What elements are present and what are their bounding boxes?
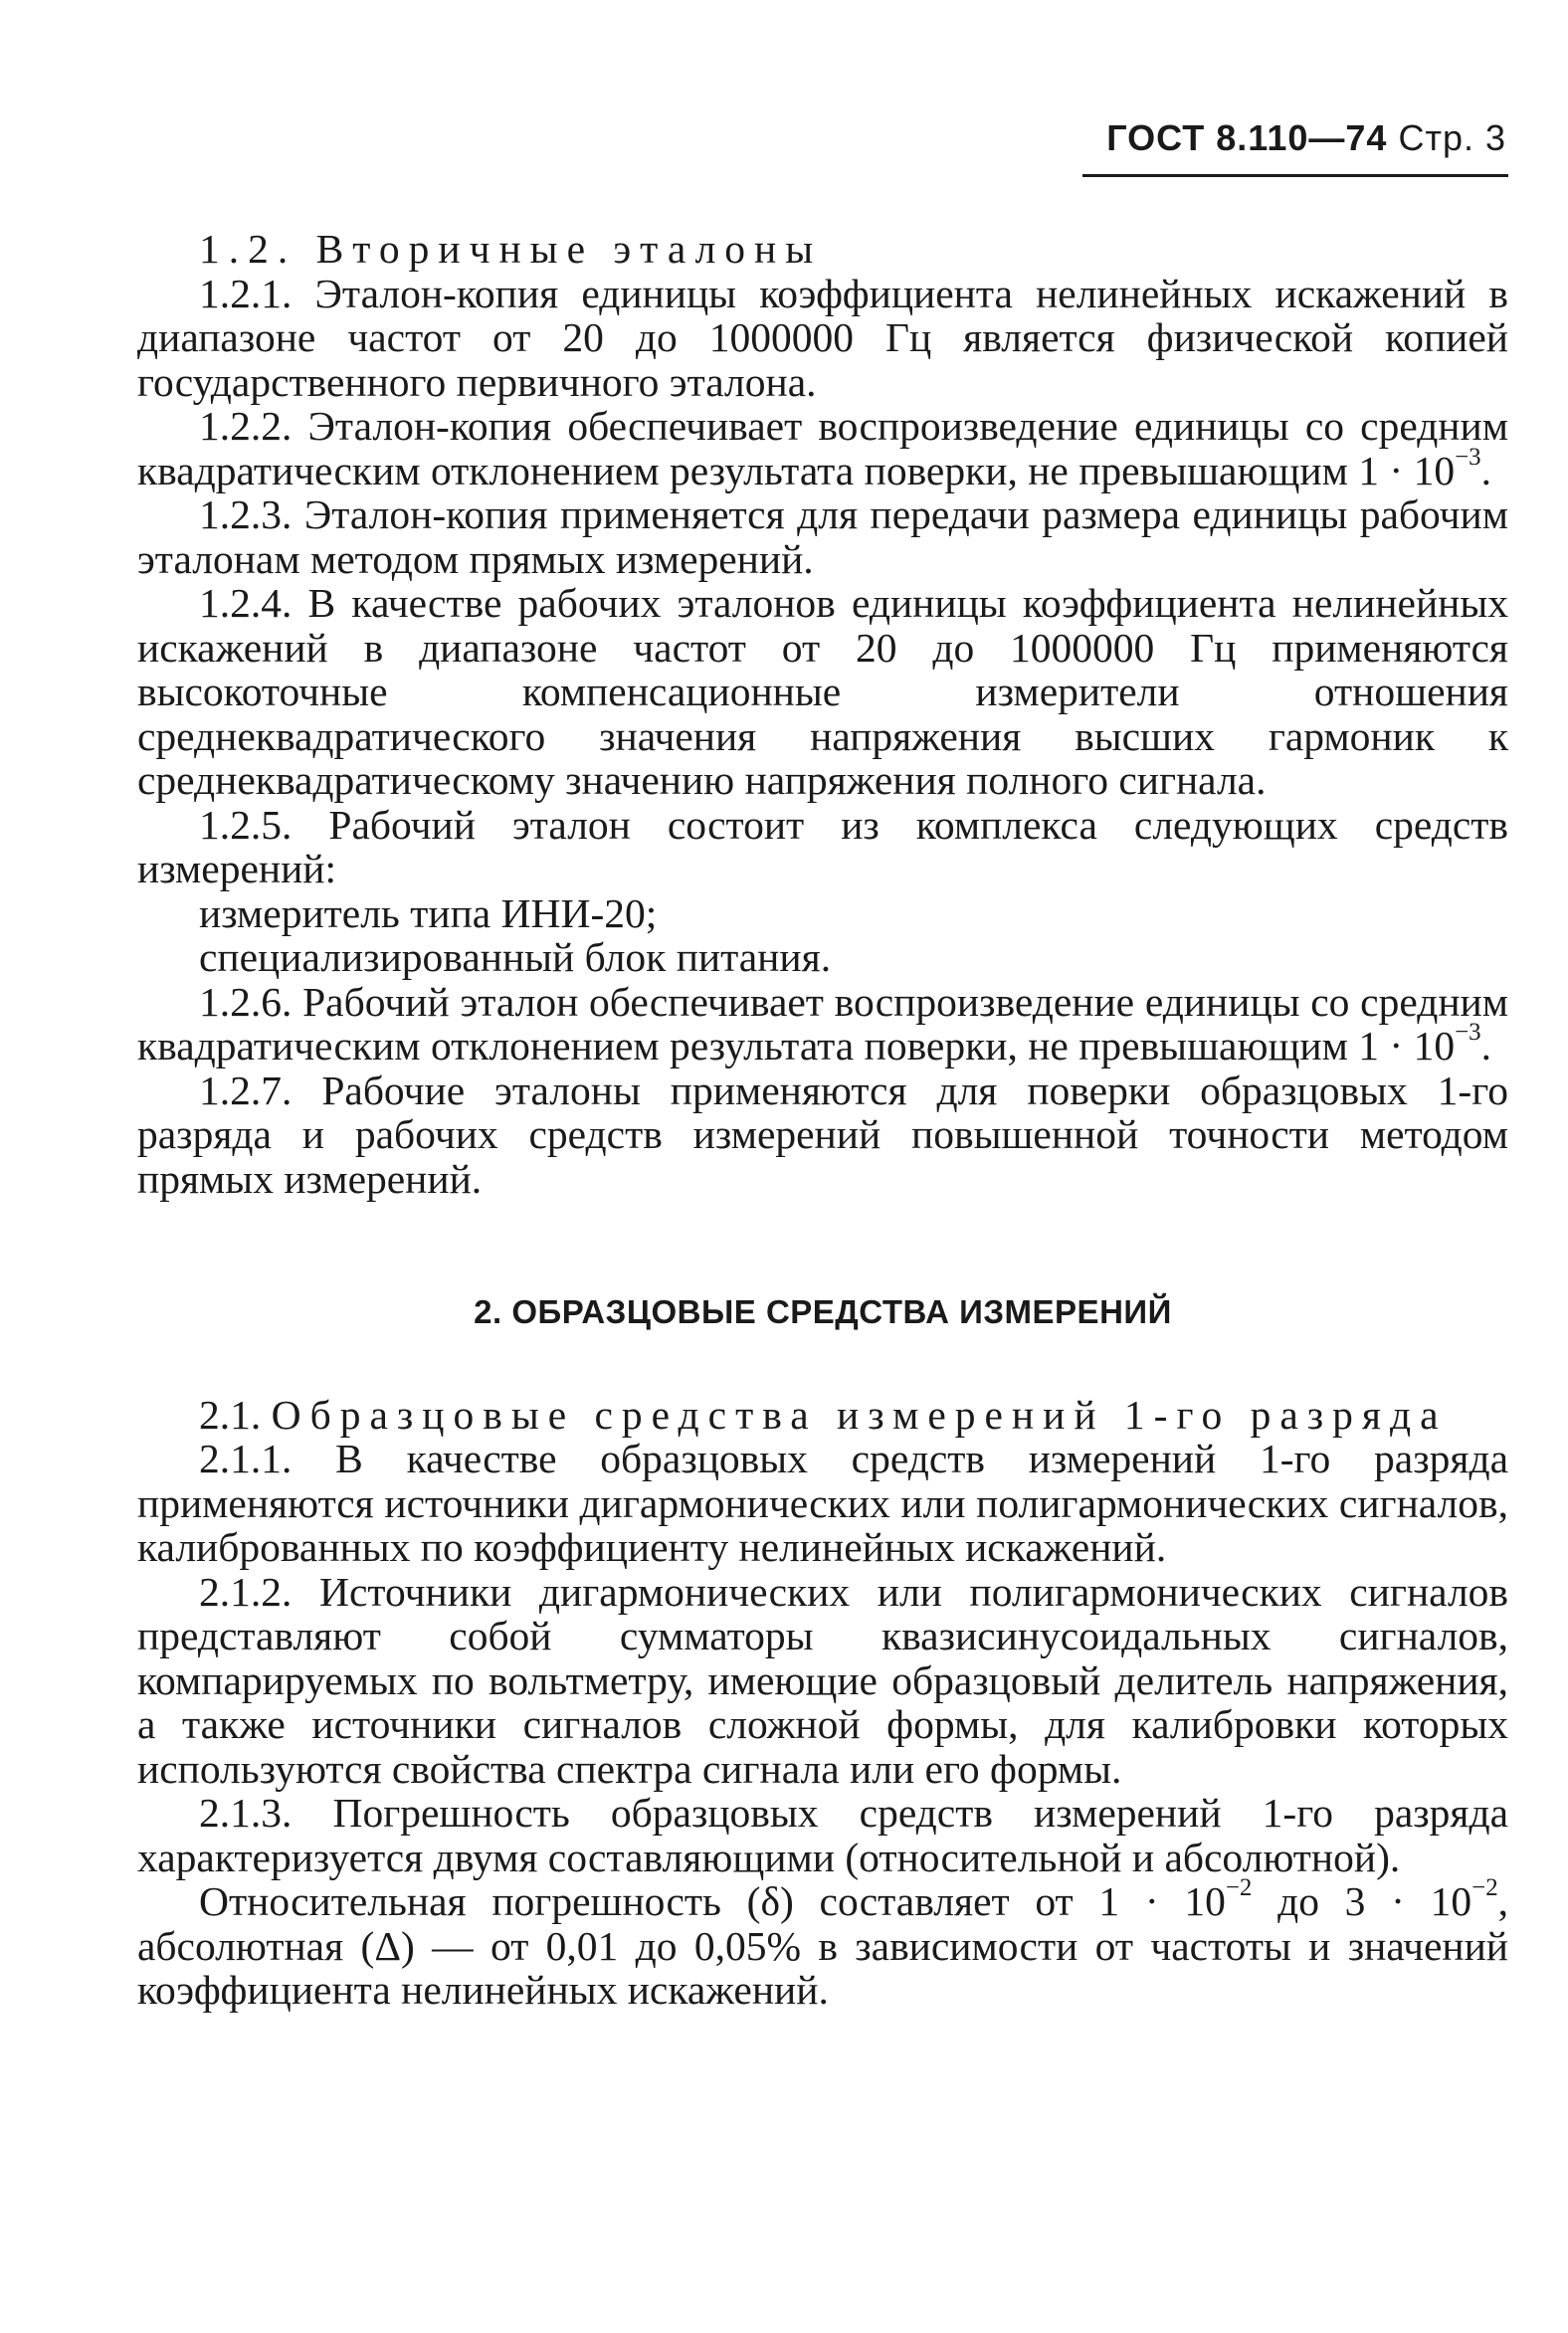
paragraph-1-2-2-text: 1.2.2. Эталон-копия обеспечивает воспроизведение единицы со средним квадратическим отклонением результата поверки, не превышающим 1 · 10 <box>137 403 1508 493</box>
paragraph-1-2-3: 1.2.3. Эталон-копия применяется для передачи размера единицы рабочим эталонам методом прямых измерений. <box>137 491 1508 582</box>
paragraph-1-2-6-text: 1.2.6. Рабочий эталон обеспечивает воспроизведение единицы со средним квадратическим отклонением результата поверки, не превышающим 1 · 10 <box>137 978 1508 1069</box>
header-rule <box>1082 174 1508 177</box>
paragraph-1-2-4: 1.2.4. В качестве рабочих эталонов единицы коэффициента нелинейных искажений в диапазоне частот от 20 до 1000000 Гц применяются высокоточные компенсационные измерители отношения среднеквадратического значения напряжения высших гармоник к среднеквадратическому значению напряжения полного сигнала. <box>137 580 1508 803</box>
exponent: −3 <box>1455 1019 1481 1047</box>
paragraph-1-2-6 <box>137 980 1508 1069</box>
standard-number: ГОСТ 8.110—74 <box>1106 117 1388 158</box>
paragraph-1-2-1: 1.2.1. Эталон-копия единицы коэффициента нелинейных искажений в диапазоне частот от 20 до 1000000 Гц является физической копией государственного первичного эталона. <box>137 270 1508 405</box>
paragraph-2-1-1: 2.1.1. В качестве образцовых средств измерений 1-го разряда применяются источники дигармонических или полигармонических сигналов, калиброванных по коэффициенту нелинейных искажений. <box>137 1436 1508 1570</box>
exponent: −3 <box>1455 443 1481 471</box>
paragraph-1-2-7: 1.2.7. Рабочие эталоны применяются для поверки образцовых 1-го разряда и рабочих средств измерений повышенной точности методом прямых измерений. <box>137 1067 1508 1202</box>
subsection-number: 2.1. <box>199 1391 262 1438</box>
paragraph-error-values <box>137 1874 1509 2013</box>
page-header <box>1106 117 1506 159</box>
period: . <box>1480 1023 1491 1069</box>
paragraph-1-2-2 <box>137 404 1508 492</box>
subsection-heading-2-1 <box>137 1393 1508 1438</box>
exponent: −2 <box>1471 1874 1498 1902</box>
paragraph-2-1-2: 2.1.2. Источники дигармонических или полигармонических сигналов представляют собой сумматоры квазисинусоидальных сигналов, компарируемых по вольтметру, имеющие образцовый делитель напряжения, а также источники сигналов сложной формы, для калибровки которых используются свойства спектра сигнала или его формы. <box>137 1568 1508 1792</box>
paragraph-1-2-5: 1.2.5. Рабочий эталон состоит из комплекса следующих средств измерений: <box>137 801 1508 891</box>
body-text <box>137 227 1508 2013</box>
page-number: Стр. 3 <box>1398 117 1506 158</box>
subsection-title: Образцовые средства измерений 1-го разряда <box>271 1391 1448 1438</box>
list-item: измеритель типа ИНИ-20; <box>199 889 658 936</box>
error-text-a: Относительная погрешность (δ) составляет от 1 · 10 <box>199 1878 1226 1924</box>
error-text-b: до 3 · 10 <box>1252 1878 1472 1924</box>
error-text-c: , абсолютная (Δ) — от 0,01 до 0,05% в зависимости от частоты и значений коэффициента нелинейных искажений. <box>137 1878 1509 2013</box>
exponent: −2 <box>1225 1874 1253 1902</box>
list-item: специализированный блок питания. <box>199 934 832 980</box>
period: . <box>1480 447 1491 493</box>
paragraph-2-1-3: 2.1.3. Погрешность образцовых средств измерений 1-го разряда характеризуется двумя составляющими (относительной и абсолютной). <box>137 1790 1508 1880</box>
section-title-2: 2. ОБРАЗЦОВЫЕ СРЕДСТВА ИЗМЕРЕНИЙ <box>474 1293 1172 1330</box>
subsection-heading-1-2: 1.2. Вторичные эталоны <box>199 226 823 272</box>
